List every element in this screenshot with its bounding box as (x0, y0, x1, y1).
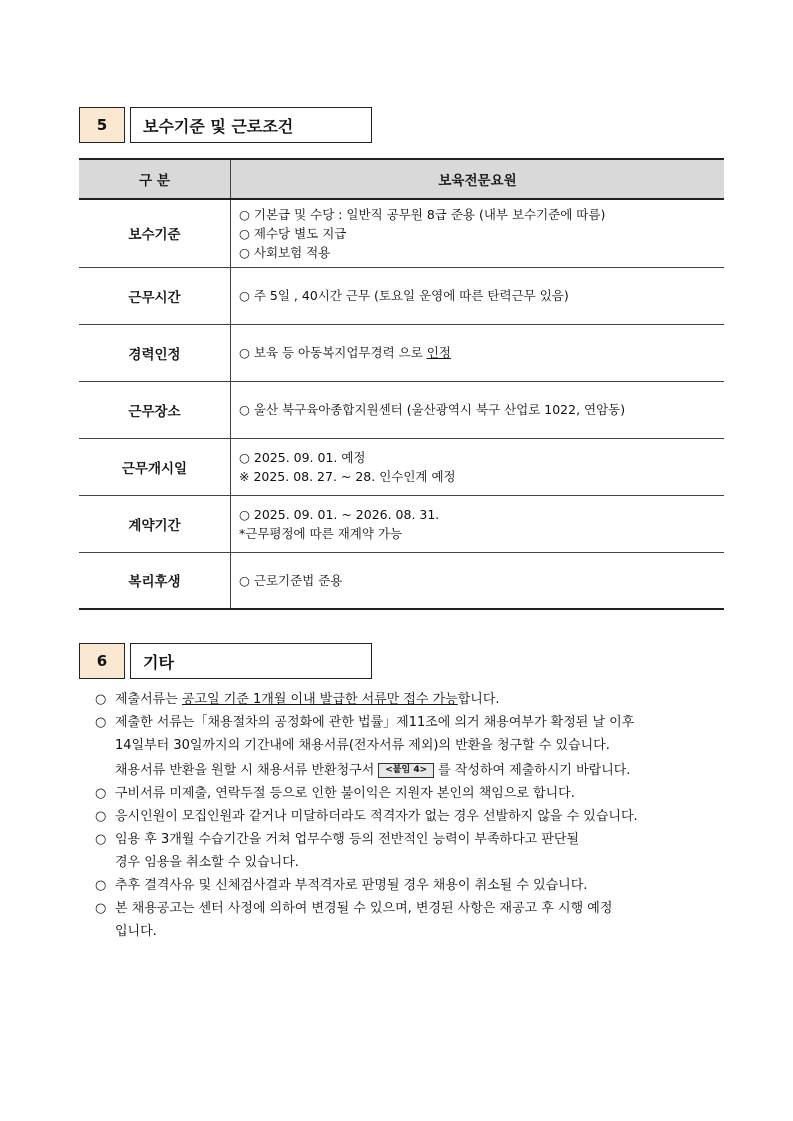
value-text: ○ 보육 등 아동복지업무경력 으로 (239, 345, 427, 360)
section-number: 6 (79, 643, 125, 679)
list-item (95, 805, 715, 828)
row-value (231, 381, 725, 438)
table-row-contract (79, 495, 724, 552)
list-item (95, 874, 715, 897)
bullet: ○ (95, 715, 107, 730)
list-item (95, 688, 715, 711)
item-continuation (95, 759, 715, 782)
row-label: 경력인정 (79, 324, 231, 381)
table-row-career (79, 324, 724, 381)
list-item (95, 828, 715, 851)
item-text: 추후 결격사유 및 신체검사결과 부적격자로 판명될 경우 채용이 취소될 수 있습니다. (115, 878, 588, 893)
row-label: 보수기준 (79, 199, 231, 267)
bullet: ○ (95, 878, 107, 893)
value-line: ○ 2025. 09. 01. ~ 2026. 08. 31. (239, 506, 440, 522)
section-title: 보수기준 및 근로조건 (130, 107, 372, 143)
row-label: 복리후생 (79, 552, 231, 609)
row-value (231, 199, 725, 267)
row-label: 근무시간 (79, 267, 231, 324)
row-label: 근무장소 (79, 381, 231, 438)
table-row-location (79, 381, 724, 438)
notes-list (95, 688, 715, 943)
list-item (95, 711, 715, 734)
text: 를 작성하여 제출하시기 바랍니다. (438, 763, 631, 778)
item-continuation: 14일부터 30일까지의 기간내에 채용서류(전자서류 제외)의 반환을 청구할 수 있습니다. (115, 738, 610, 753)
value-line: ○ 주 5일 , 40시간 근무 (토요일 운영에 따른 탄력근무 있음) (239, 288, 569, 303)
bullet: ○ (95, 786, 107, 801)
row-value (231, 438, 725, 495)
table-header-row (79, 159, 724, 199)
item-text (115, 688, 500, 711)
text: 제출서류는 (115, 692, 182, 707)
value-line: ○ 2025. 09. 01. 예정 (239, 449, 366, 465)
item-text: 임용 후 3개월 수습기간을 거쳐 업무수행 등의 전반적인 능력이 부족하다고 판단될 (115, 832, 580, 847)
value-line (239, 343, 716, 362)
bullet: ○ (95, 901, 107, 916)
row-label: 근무개시일 (79, 438, 231, 495)
item-text: 응시인원이 모집인원과 같거나 미달하더라도 적격자가 없는 경우 선발하지 않을 수 있습니다. (115, 809, 638, 824)
header-position: 보육전문요원 (231, 159, 725, 199)
list-item (95, 782, 715, 805)
value-line: ○ 근로기준법 준용 (239, 572, 343, 588)
table-row-start-date (79, 438, 724, 495)
bullet: ○ (95, 832, 107, 847)
list-item (95, 897, 715, 920)
row-value (231, 495, 725, 552)
underlined-text: 공고일 기준 1개월 이내 발급한 서류만 접수 가능 (181, 692, 458, 707)
value-line: ※ 2025. 08. 27. ~ 28. 인수인계 예정 (239, 468, 456, 484)
value-line: ○ 기본급 및 수당 : 일반직 공무원 8급 준용 (내부 보수기준에 따름) (239, 206, 606, 222)
value-line: *근무평정에 따른 재계약 가능 (239, 525, 403, 541)
row-value (231, 324, 725, 381)
item-text: 본 채용공고는 센터 사정에 의하여 변경될 수 있으며, 변경된 사항은 재공고 후 시행 예정 (115, 901, 613, 916)
text: 채용서류 반환을 원할 시 채용서류 반환청구서 (115, 763, 375, 778)
bullet: ○ (95, 692, 107, 707)
value-line: ○ 울산 북구육아종합지원센터 (울산광역시 북구 산업로 1022, 연암동) (239, 402, 626, 417)
attachment-tag: <붙임 4> (378, 763, 434, 778)
table-row-hours (79, 267, 724, 324)
underlined-text: 인정 (426, 345, 451, 360)
row-value (231, 267, 725, 324)
value-line: ○ 사회보험 적용 (239, 244, 331, 260)
row-value (231, 552, 725, 609)
section-title: 기타 (130, 643, 372, 679)
header-category: 구 분 (79, 159, 231, 199)
value-line: ○ 제수당 별도 지급 (239, 225, 347, 241)
conditions-table (79, 158, 724, 610)
item-continuation: 경우 임용을 취소할 수 있습니다. (115, 855, 299, 870)
item-text: 제출한 서류는「채용절차의 공정화에 관한 법률」제11조에 의거 채용여부가 확정된 날 이후 (115, 715, 635, 730)
row-label: 계약기간 (79, 495, 231, 552)
item-continuation: 입니다. (115, 924, 157, 939)
table-row-welfare (79, 552, 724, 609)
table-row-salary (79, 199, 724, 267)
bullet: ○ (95, 809, 107, 824)
text: 합니다. (457, 692, 500, 707)
item-text: 구비서류 미제출, 연락두절 등으로 인한 불이익은 지원자 본인의 책임으로 합니다. (115, 786, 575, 801)
section-number: 5 (79, 107, 125, 143)
